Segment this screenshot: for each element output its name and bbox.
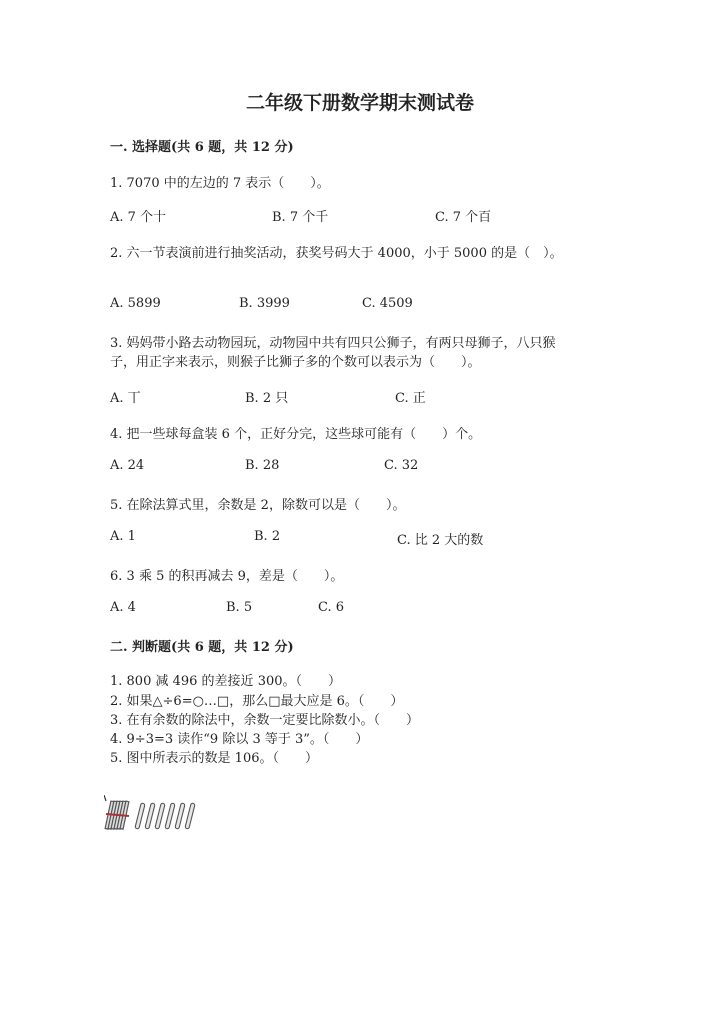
option-3b: B. 2 只 — [245, 391, 289, 406]
option-6b: B. 5 — [226, 600, 253, 615]
question-3-line-1: 3. 妈妈带小路去动物园玩，动物园中共有四只公狮子，有两只母狮子，八只猴 — [110, 336, 556, 351]
option-1b: B. 7 个千 — [272, 210, 329, 225]
option-4b: B. 28 — [245, 458, 280, 473]
question-5: 5. 在除法算式里，余数是 2，除数可以是（ ）。 — [110, 498, 406, 513]
option-2c: C. 4509 — [362, 296, 413, 311]
option-1c: C. 7 个百 — [435, 210, 492, 225]
question-3-line-2: 子，用正字来表示，则猴子比狮子多的个数可以表示为（ ）。 — [110, 355, 481, 370]
judgement-item-4: 4. 9÷3=3 读作“9 除以 3 等于 3”。（ ） — [110, 732, 369, 747]
question-2: 2. 六一节表演前进行抽奖活动，获奖号码大于 4000，小于 5000 的是（ ）。 — [110, 246, 563, 261]
section-heading-choice: 一. 选择题(共 6 题，共 12 分) — [110, 140, 294, 155]
single-sticks — [135, 803, 195, 829]
judgement-item-1: 1. 800 减 496 的差接近 300。（ ） — [110, 674, 342, 689]
question-1: 1. 7070 中的左边的 7 表示（ ）。 — [110, 176, 330, 191]
option-6c: C. 6 — [318, 600, 345, 615]
option-2b: B. 3999 — [239, 296, 290, 311]
counting-sticks-icon — [104, 795, 199, 835]
option-4a: A. 24 — [110, 458, 145, 473]
option-2a: A. 5899 — [110, 296, 161, 311]
option-6a: A. 4 — [110, 600, 136, 615]
judgement-item-5: 5. 图中所表示的数是 106。（ ） — [110, 751, 318, 766]
option-3a: A. 丅 — [110, 391, 141, 406]
question-4: 4. 把一些球每盒装 6 个，正好分完，这些球可能有（ ）个。 — [110, 427, 482, 442]
option-3c: C. 正 — [395, 391, 426, 406]
section-heading-judgement: 二. 判断题(共 6 题，共 12 分) — [110, 640, 294, 655]
judgement-item-2: 2. 如果△÷6=○…□，那么□最大应是 6。（ ） — [110, 694, 404, 709]
judgement-item-3: 3. 在有余数的除法中，余数一定要比除数小。（ ） — [110, 713, 420, 728]
option-5b: B. 2 — [254, 529, 281, 544]
option-5c: C. 比 2 大的数 — [397, 533, 484, 548]
option-4c: C. 32 — [384, 458, 419, 473]
question-6: 6. 3 乘 5 的积再减去 9，差是（ ）。 — [110, 569, 344, 584]
option-5a: A. 1 — [110, 529, 136, 544]
stick-bundle — [104, 795, 129, 829]
option-1a: A. 7 个十 — [110, 210, 167, 225]
page-title: 二年级下册数学期末测试卷 — [245, 92, 474, 114]
